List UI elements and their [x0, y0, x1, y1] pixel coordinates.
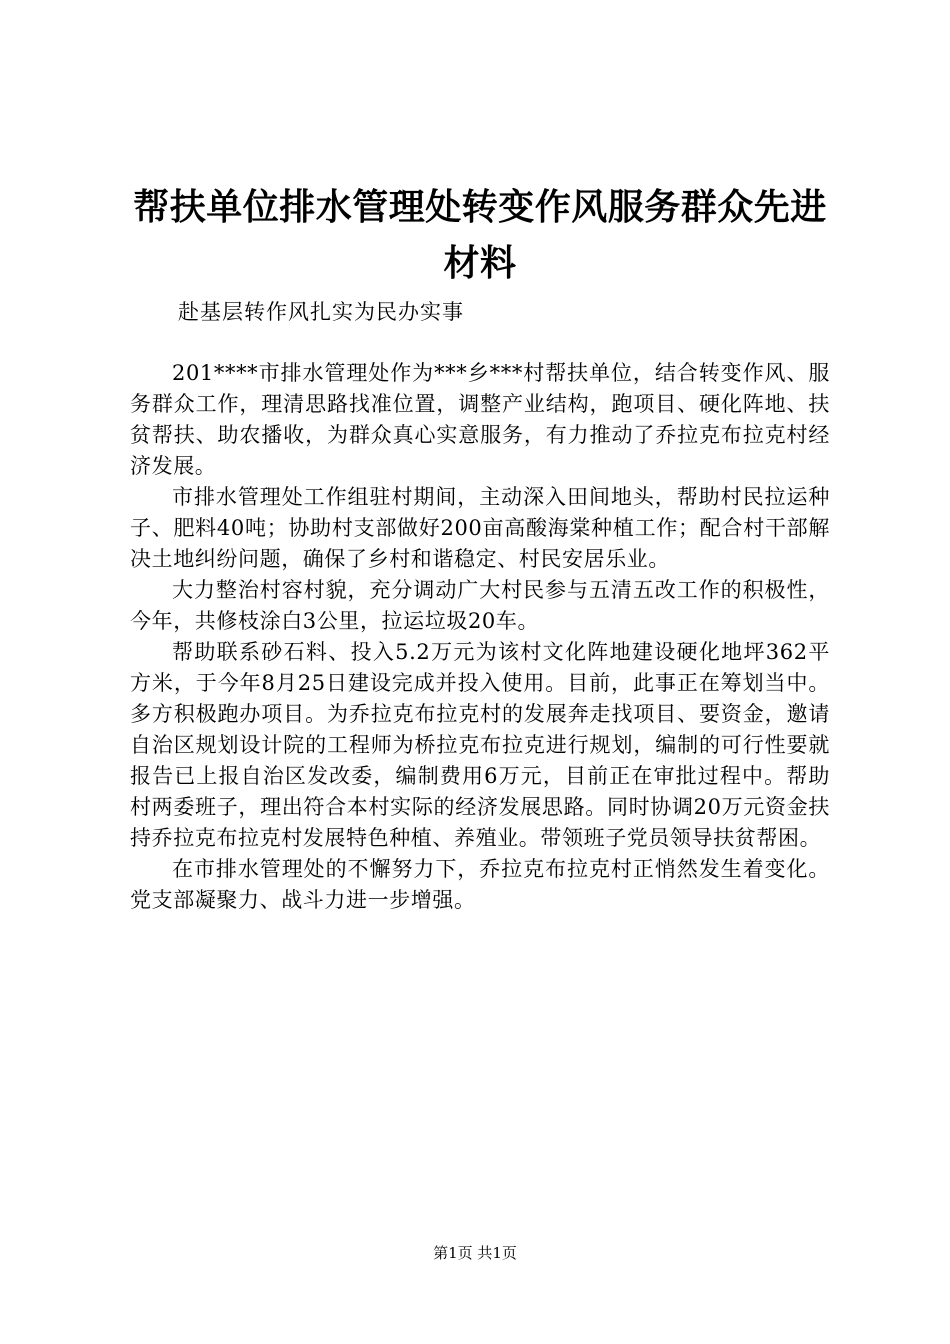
- document-subtitle: 赴基层转作风扎实为民办实事: [178, 300, 464, 324]
- document-body: [130, 358, 830, 916]
- page-number: 第1页 共1页: [433, 1244, 517, 1262]
- paragraph-4: 帮助联系砂石料、投入5.2万元为该村文化阵地建设硬化地坪362平方米，于今年8月25日建设完成并投入使用。目前，此事正在筹划当中。多方积极跑办项目。为乔拉克布拉克村的发展奔走找项目、要资金，邀请自治区规划设计院的工程师为桥拉克布拉克进行规划，编制的可行性要就报告已上报自治区发改委，编制费用6万元，目前正在审批过程中。帮助村两委班子，理出符合本村实际的经济发展思路。同时协调20万元资金扶持乔拉克布拉克村发展特色种植、养殖业。带领班子党员领导扶贫帮困。: [130, 640, 830, 850]
- paragraph-3: 大力整治村容村貌，充分调动广大村民参与五清五改工作的积极性，今年，共修枝涂白3公里，拉运垃圾20车。: [130, 578, 830, 633]
- document-title: 帮扶单位排水管理处转变作风服务群众先进材料: [133, 187, 827, 284]
- paragraph-2: 市排水管理处工作组驻村期间，主动深入田间地头，帮助村民拉运种子、肥料40吨；协助村支部做好200亩高酸海棠种植工作；配合村干部解决土地纠纷问题，确保了乡村和谐稳定、村民安居乐业。: [130, 485, 830, 571]
- paragraph-5: 在市排水管理处的不懈努力下，乔拉克布拉克村正悄然发生着变化。党支部凝聚力、战斗力进一步增强。: [130, 857, 830, 912]
- paragraph-1: 201****市排水管理处作为***乡***村帮扶单位，结合转变作风、服务群众工作，理清思路找准位置，调整产业结构，跑项目、硬化阵地、扶贫帮扶、助农播收，为群众真心实意服务，有力推动了乔拉克布拉克村经济发展。: [130, 361, 830, 478]
